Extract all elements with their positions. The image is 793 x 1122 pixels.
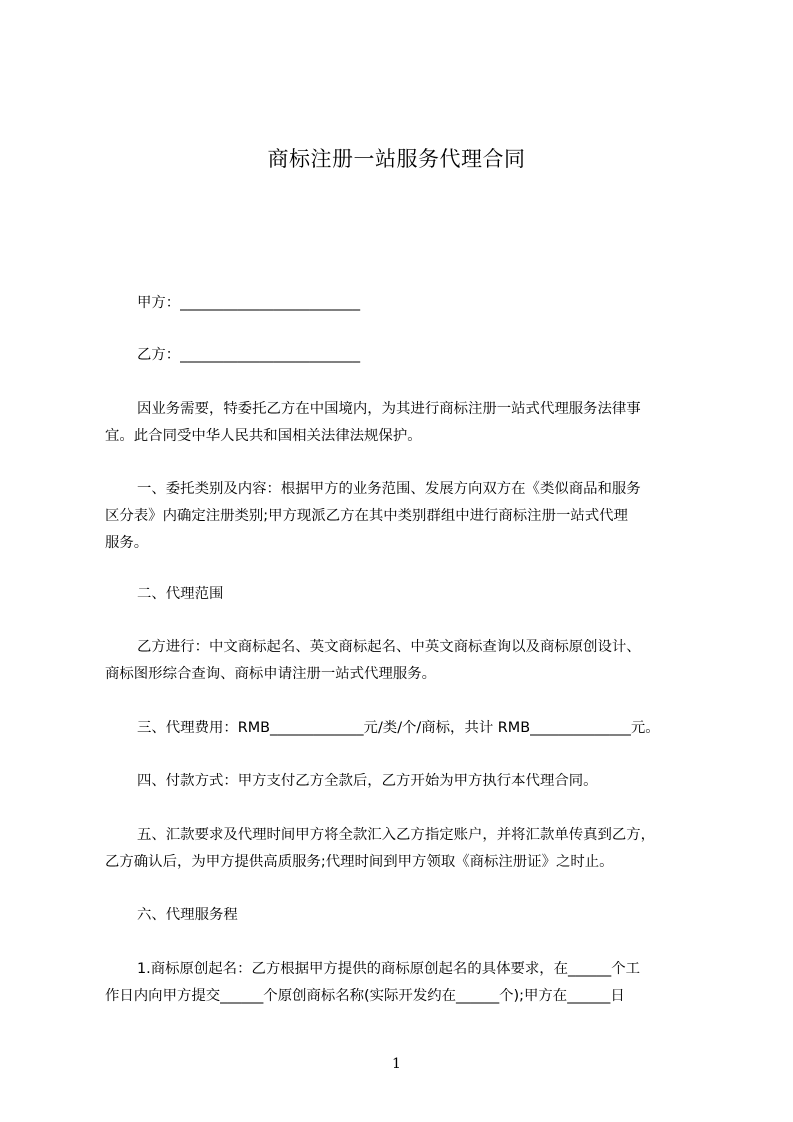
section-6-heading: 六、代理服务程 bbox=[137, 907, 238, 923]
section-2-heading: 二、代理范围 bbox=[137, 586, 224, 602]
document-title: 商标注册一站服务代理合同 bbox=[267, 147, 526, 171]
section-2-line-1: 乙方进行：中文商标起名、英文商标起名、中英文商标查询以及商标原创设计、 bbox=[137, 639, 641, 655]
section-1-line-2: 区分表》内确定注册类别;甲方现派乙方在其中类别群组中进行商标注册一站式代理 bbox=[105, 508, 628, 524]
section-5-line-1: 五、汇款要求及代理时间甲方将全款汇入乙方指定账户，并将汇款单传真到乙方， bbox=[137, 827, 656, 843]
section-1-line-1: 一、委托类别及内容：根据甲方的业务范围、发展方向双方在《类似商品和服务 bbox=[137, 481, 641, 497]
section-4-payment: 四、付款方式：甲方支付乙方全款后，乙方开始为甲方执行本代理合同。 bbox=[137, 773, 598, 789]
intro-line-2: 宜。此合同受中华人民共和国相关法律法规保护。 bbox=[105, 428, 422, 444]
party-a-line: 甲方：_________________________ bbox=[137, 295, 361, 311]
section-3-fees: 三、代理费用：RMB_____________元/类/个/商标，共计 RMB______________元。 bbox=[137, 720, 660, 736]
section-2-line-2: 商标图形综合查询、商标申请注册一站式代理服务。 bbox=[105, 666, 436, 682]
section-1-line-3: 服务。 bbox=[105, 535, 149, 551]
section-6-item-1-line-1: 1.商标原创起名：乙方根据甲方提供的商标原创起名的具体要求，在______个工 bbox=[137, 961, 641, 977]
intro-line-1: 因业务需要，特委托乙方在中国境内，为其进行商标注册一站式代理服务法律事 bbox=[137, 401, 641, 417]
section-5-line-2: 乙方确认后，为甲方提供高质服务;代理时间到甲方领取《商标注册证》之时止。 bbox=[105, 854, 614, 870]
section-6-item-1-line-2: 作日内向甲方提交______个原创商标名称(实际开发约在______个);甲方在______日 bbox=[105, 988, 625, 1004]
page-number: 1 bbox=[392, 1056, 401, 1072]
party-b-line: 乙方：_________________________ bbox=[137, 347, 361, 363]
